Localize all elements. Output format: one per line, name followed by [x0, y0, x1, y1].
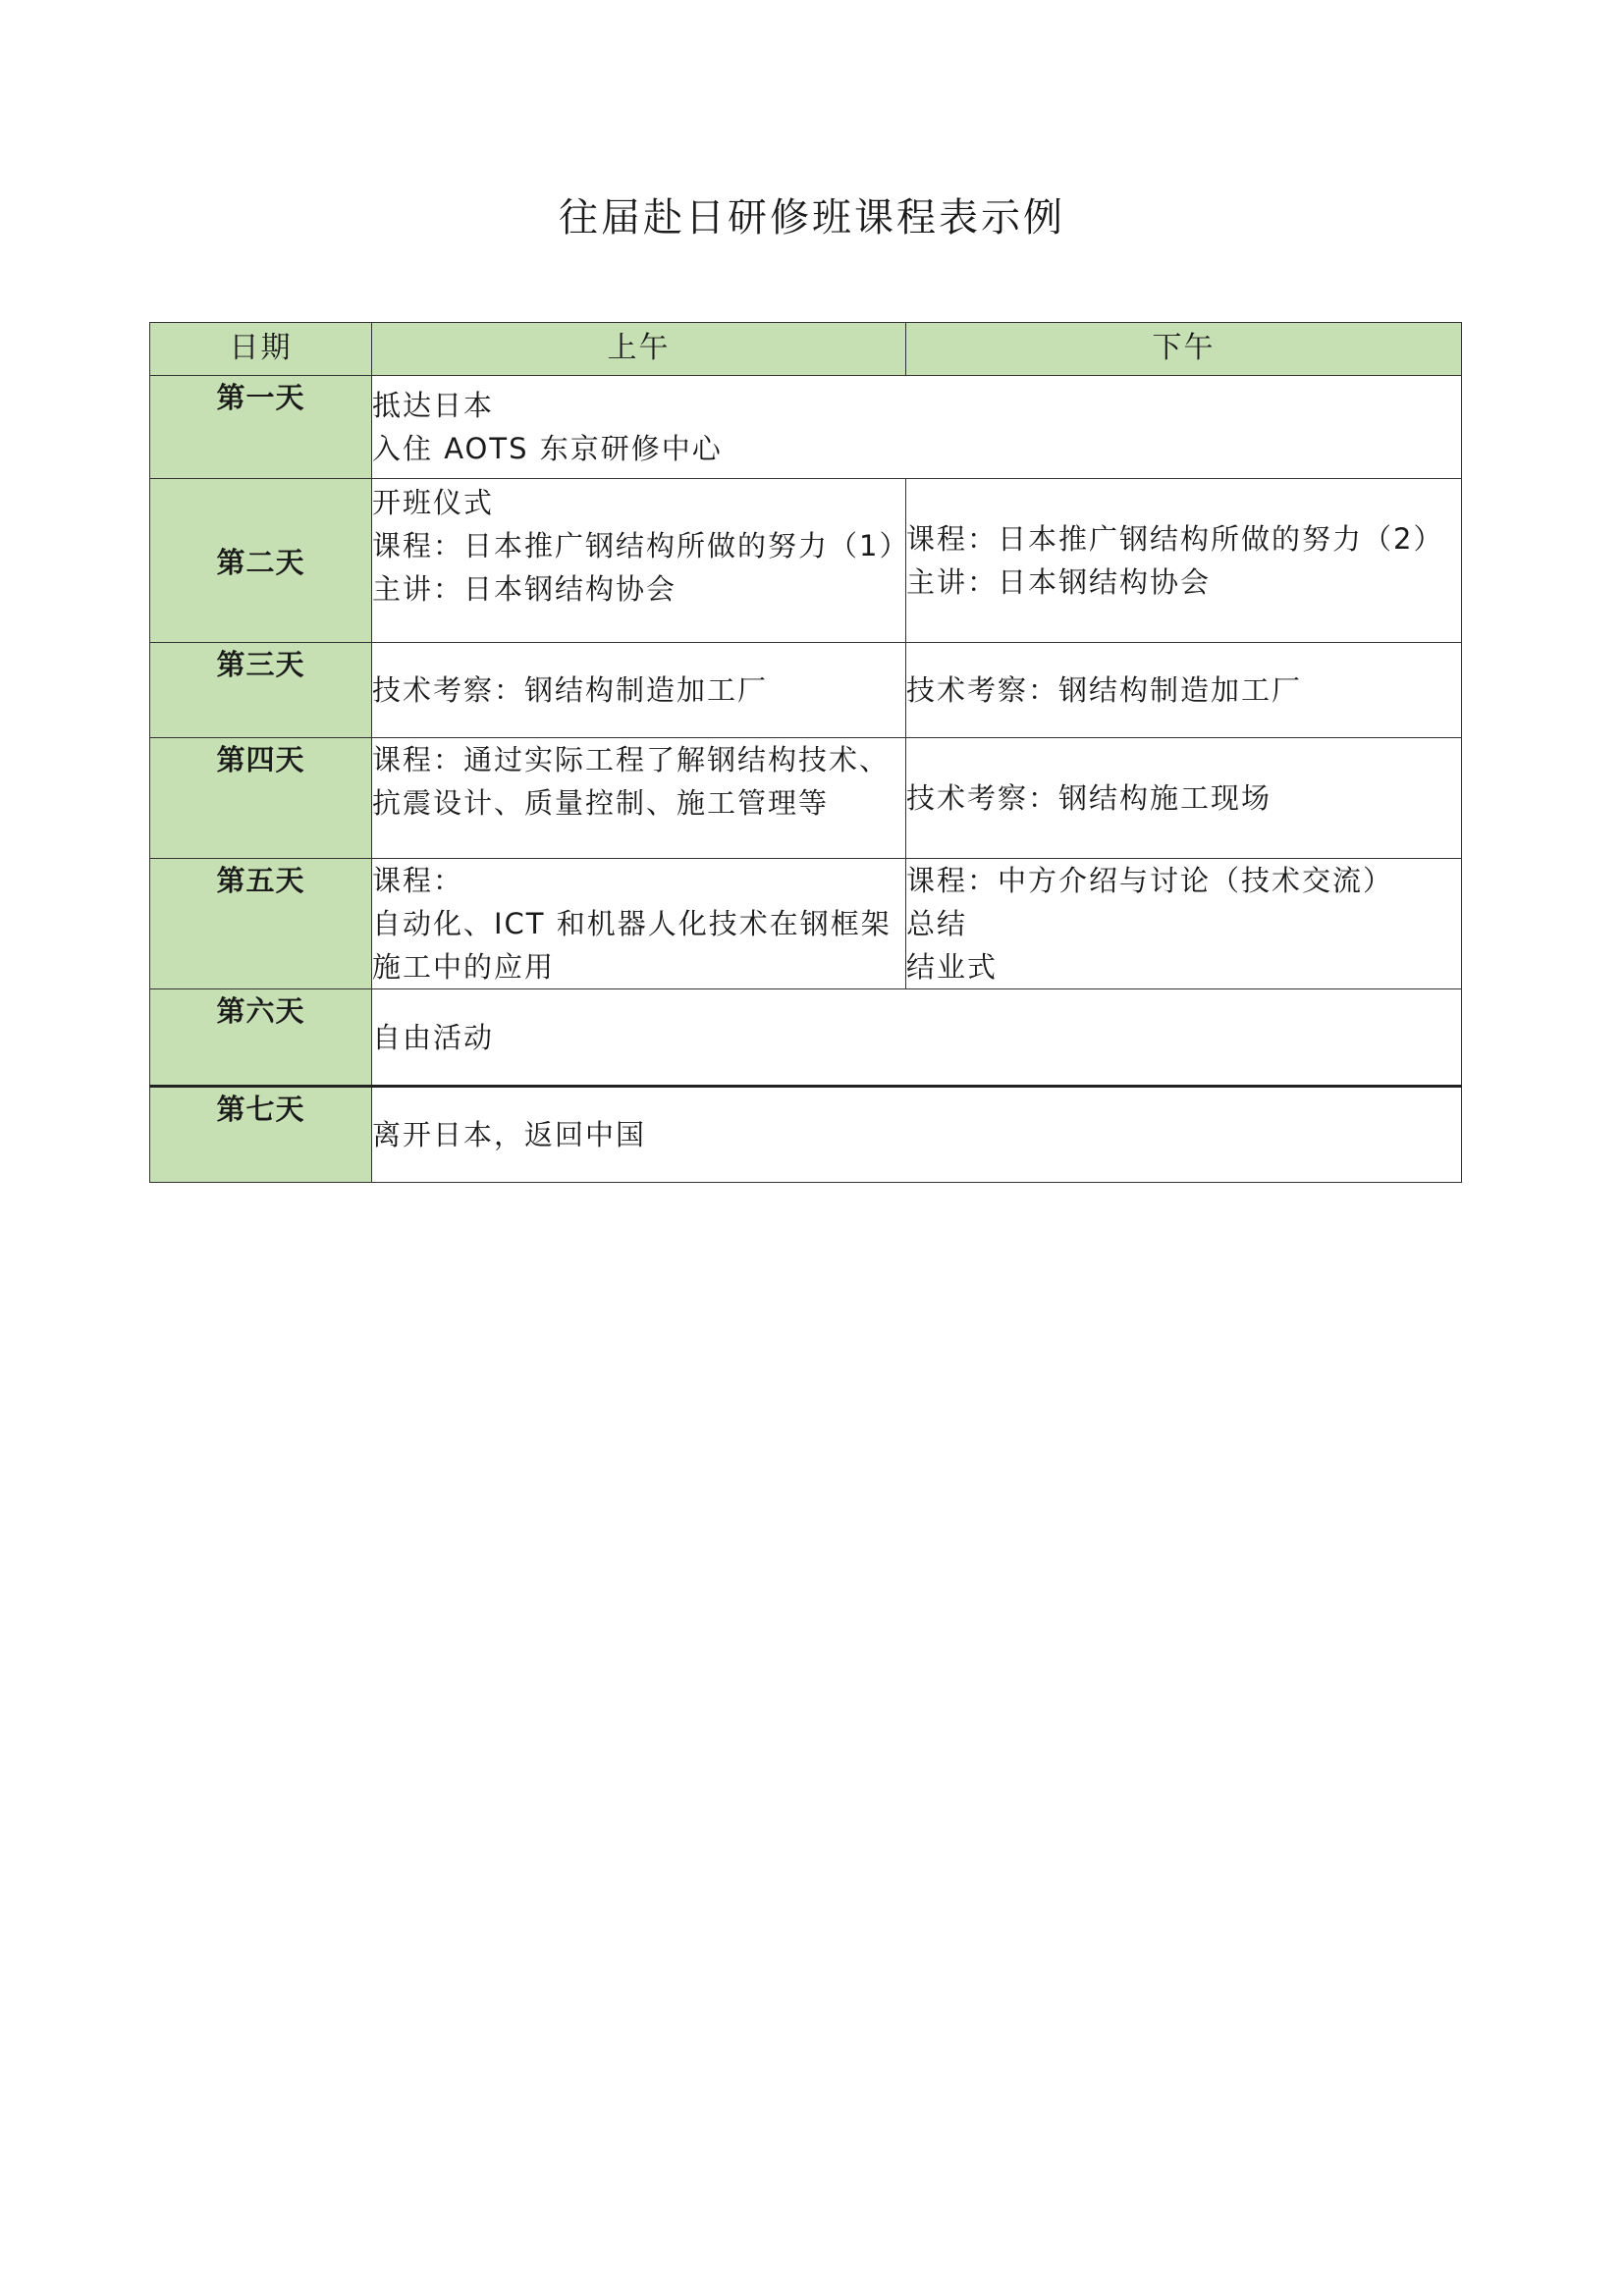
table-row	[150, 1087, 1462, 1183]
table-row	[150, 643, 1462, 738]
cell-text: 技术考察：钢结构制造加工厂	[906, 673, 1303, 707]
cell-text: 课程：日本推广钢结构所做的努力（1）	[372, 529, 910, 562]
cell-text: 主讲：日本钢结构协会	[372, 572, 677, 606]
afternoon-cell	[906, 643, 1462, 738]
table-row	[150, 989, 1462, 1087]
cell-text: 主讲：日本钢结构协会	[906, 565, 1212, 599]
cell-text: 课程：	[372, 864, 464, 897]
morning-cell	[372, 479, 910, 643]
morning-cell	[372, 859, 906, 989]
cell-text: 开班仪式	[372, 486, 495, 519]
day-label: 第一天	[150, 376, 372, 479]
afternoon-cell	[906, 479, 1462, 643]
cell-text: 课程：通过实际工程了解钢结构技术、抗震设计、质量控制、施工管理等	[372, 743, 891, 820]
cell-text: 结业式	[906, 950, 999, 984]
afternoon-cell	[906, 859, 1462, 989]
header-afternoon: 下午	[906, 323, 1462, 376]
schedule-table	[149, 322, 1462, 1183]
afternoon-cell	[906, 738, 1462, 859]
cell-text: 技术考察：钢结构制造加工厂	[372, 673, 769, 707]
cell-text: 课程：日本推广钢结构所做的努力（2）	[906, 522, 1444, 556]
table-row	[150, 479, 1462, 643]
cell-text: 自由活动	[372, 1020, 495, 1054]
cell-text: 技术考察：钢结构施工现场	[906, 781, 1272, 815]
day-label: 第二天	[150, 479, 372, 643]
cell-text: 入住 AOTS 东京研修中心	[372, 432, 723, 465]
cell-text: 总结	[906, 907, 968, 940]
merged-cell	[372, 989, 1462, 1087]
morning-cell	[372, 738, 906, 859]
cell-text: 抵达日本	[372, 389, 495, 422]
day-label: 第三天	[150, 643, 372, 738]
day-label: 第六天	[150, 989, 372, 1087]
table-row	[150, 738, 1462, 859]
morning-cell	[372, 643, 906, 738]
table-row	[150, 376, 1462, 479]
table-row	[150, 859, 1462, 989]
page-title: 往届赴日研修班课程表示例	[559, 195, 1065, 240]
day-label: 第四天	[150, 738, 372, 859]
table-header-row	[150, 323, 1462, 376]
cell-text: 自动化、ICT 和机器人化技术在钢框架施工中的应用	[372, 907, 892, 984]
day-label: 第五天	[150, 859, 372, 989]
header-date: 日期	[150, 323, 372, 376]
merged-cell	[372, 376, 1462, 479]
merged-cell	[372, 1087, 1462, 1183]
cell-text: 课程：中方介绍与讨论（技术交流）	[906, 864, 1394, 897]
day-label: 第七天	[150, 1087, 372, 1183]
header-morning: 上午	[372, 323, 906, 376]
cell-text: 离开日本，返回中国	[372, 1118, 647, 1151]
